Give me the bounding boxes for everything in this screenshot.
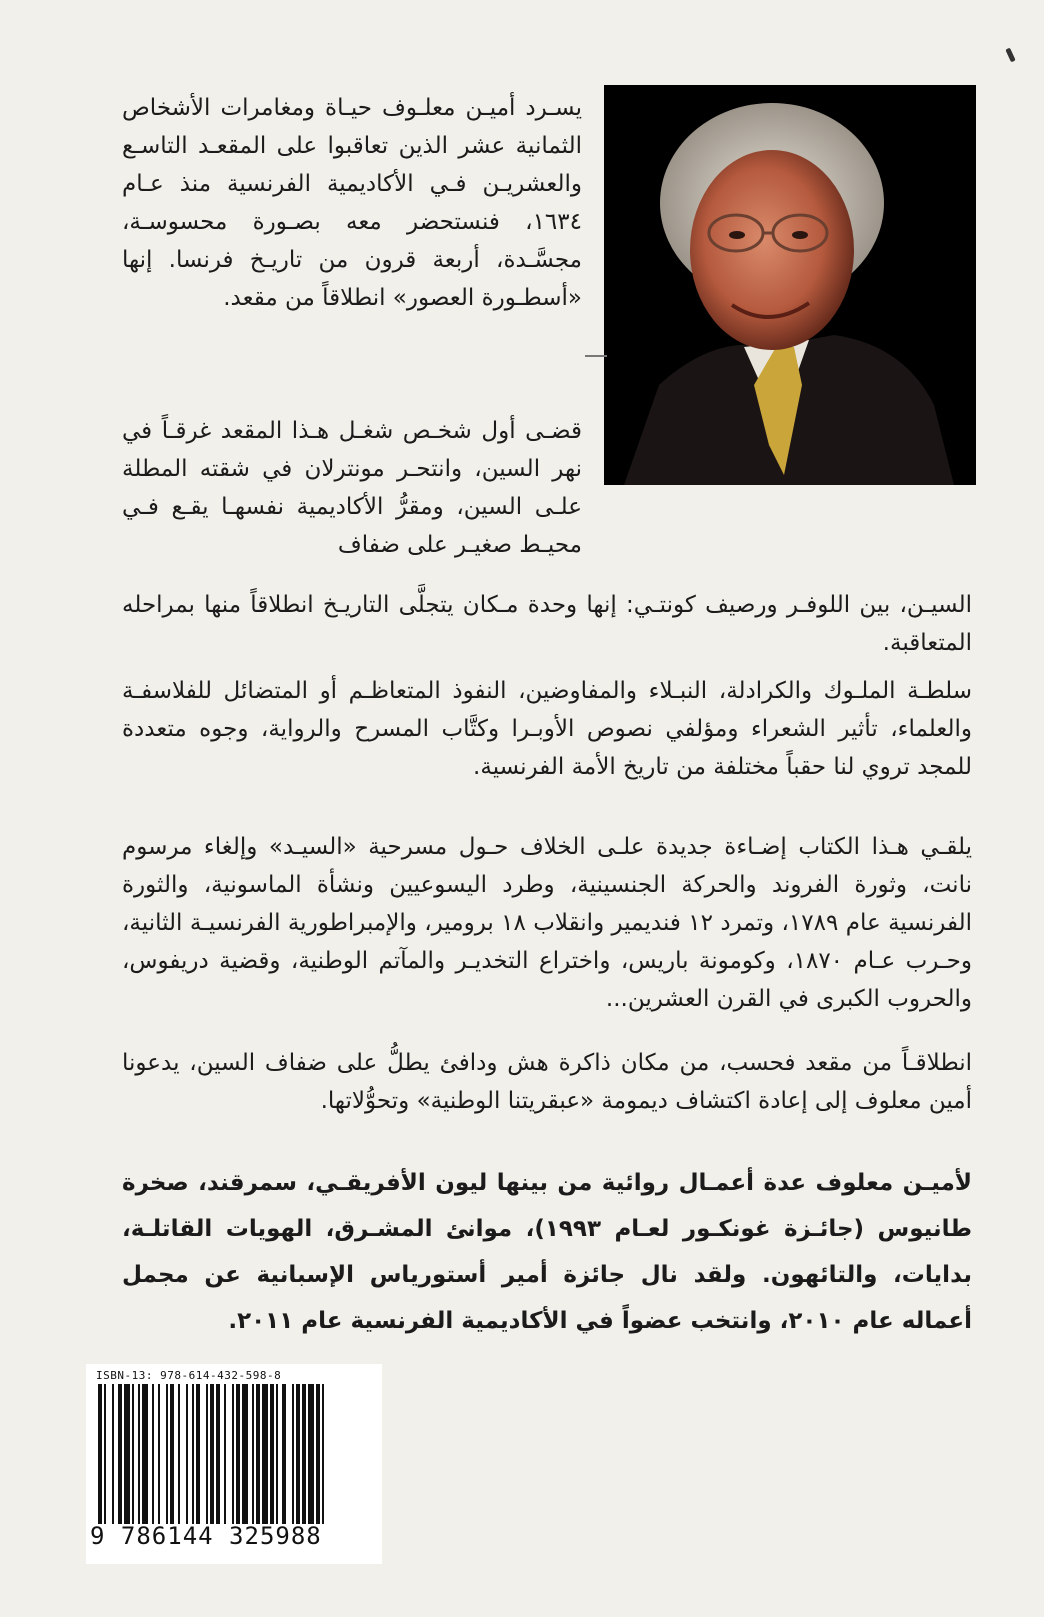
- isbn-label: ISBN-13: 978-614-432-598-8: [96, 1369, 282, 1382]
- author-bio-paragraph: لأميـن معلوف عدة أعمـال روائية من بينها ليون الأفريقـي، سمرقند، صخرة طانيوس (جائـزة غونكـور لعـام ١٩٩٣)، موانئ المشـرق، الهويات القاتلـة، بدايات، والتائهون. ولقد نال جائزة أمير أستورياس الإسبانية عن مجمل أعماله عام ٢٠١٠، وانتخب عضواً في الأكاديمية الفرنسية عام ٢٠١١.: [122, 1170, 972, 1334]
- barcode-digits: 9 786144 325988: [90, 1522, 322, 1550]
- body-paragraph: سلطـة الملـوك والكرادلة، النبـلاء والمفاوضين، النفوذ المتعاظـم أو المتضائل للفلاسفـة والعلماء، تأثير الشعراء ومؤلفي نصوص الأوبـرا وكتَّاب المسرح والرواية، وجوه متعددة للمجد تروي لنا حقباً مختلفة من تاريخ الأمة الفرنسية.: [122, 678, 972, 780]
- body-paragraph: انطلاقـاً من مقعد فحسب، من مكان ذاكرة هش ودافئ يطلُّ على ضفاف السين، يدعونا أمين معلوف إلى إعادة اكتشاف ديمومة «عبقريتنا الوطنية» وتحوُّلاتها.: [122, 1050, 972, 1114]
- barcode-bar: [124, 1384, 130, 1524]
- barcode-bar: [178, 1384, 180, 1524]
- intro-paragraph-part-b: قضـى أول شخـص شغـل هـذا المقعد غرقـاً في نهر السين، وانتحـر مونترلان في شقته المطلة علـى السين، ومقرُّ الأكاديمية نفسهـا يقـع فـي محيـط صغيـر على ضفاف: [122, 418, 582, 558]
- margin-dash: [585, 355, 607, 357]
- barcode-bar: [104, 1384, 106, 1524]
- barcode-bar: [316, 1384, 320, 1524]
- barcode-bar: [166, 1384, 168, 1524]
- barcode-bar: [262, 1384, 268, 1524]
- barcode-bar: [252, 1384, 254, 1524]
- author-portrait-illustration: [604, 85, 976, 485]
- barcode-bar: [206, 1384, 208, 1524]
- barcode-bar: [322, 1384, 324, 1524]
- barcode-bar: [98, 1384, 102, 1524]
- body-paragraph: يلقـي هـذا الكتاب إضـاءة جديدة علـى الخلاف حـول مسرحية «السيـد» وإلغاء مرسوم نانت، وثورة الفروند والحركة الجنسينية، وطرد اليسوعيين ونشأة الماسونية، والثورة الفرنسية عام ١٧٨٩، وتمرد ١٢ فنديمير وانقلاب ١٨ برومير، والإمبراطورية الفرنسيـة الثانية، وحـرب عـام ١٨٧٠، وكومونة باريس، واختراع التخديـر والمآتم الوطنية، وقضية دريفوس، والحروب الكبرى في القرن العشرين...: [122, 834, 972, 1012]
- barcode-bar: [118, 1384, 122, 1524]
- barcode-bar: [132, 1384, 134, 1524]
- barcode-bar: [224, 1384, 226, 1524]
- barcode-bar: [170, 1384, 174, 1524]
- barcode-bar: [276, 1384, 278, 1524]
- barcode-bar: [296, 1384, 300, 1524]
- barcode-bar: [308, 1384, 314, 1524]
- intro-paragraph-part-b-continued: السيـن، بين اللوفـر ورصيف كونتـي: إنها وحدة مـكان يتجلَّى التاريـخ انطلاقاً منها بمراحله المتعاقبة.: [122, 592, 972, 656]
- barcode-bar: [256, 1384, 260, 1524]
- barcode-bar: [302, 1384, 306, 1524]
- barcode-bar: [242, 1384, 248, 1524]
- barcode-graphic: [96, 1384, 376, 1524]
- author-photo: [604, 85, 976, 485]
- barcode-bar: [236, 1384, 240, 1524]
- barcode-bar: [158, 1384, 160, 1524]
- print-speck: [1005, 48, 1015, 63]
- barcode-bar: [232, 1384, 234, 1524]
- barcode-bar: [282, 1384, 286, 1524]
- barcode-bar: [192, 1384, 194, 1524]
- intro-paragraph-part-a: يسـرد أميـن معلـوف حيـاة ومغامرات الأشخاص الثمانية عشر الذين تعاقبوا على المقعـد التاسـع والعشريـن فـي الأكاديمية الفرنسية منذ عـام ١٦٣٤، فنستحضر معه بصـورة محسوسـة، مجسَّـدة، أربعة قرون من تاريـخ فرنسا. إنها «أسطـورة العصور» انطلاقاً من مقعد.: [122, 95, 582, 311]
- barcode-bar: [152, 1384, 154, 1524]
- barcode-bar: [292, 1384, 294, 1524]
- barcode-bar: [142, 1384, 148, 1524]
- barcode-bar: [210, 1384, 214, 1524]
- barcode-bar: [216, 1384, 220, 1524]
- barcode-bar: [138, 1384, 140, 1524]
- barcode-bar: [270, 1384, 274, 1524]
- barcode-bar: [196, 1384, 200, 1524]
- barcode-bar: [112, 1384, 114, 1524]
- barcode-bar: [186, 1384, 188, 1524]
